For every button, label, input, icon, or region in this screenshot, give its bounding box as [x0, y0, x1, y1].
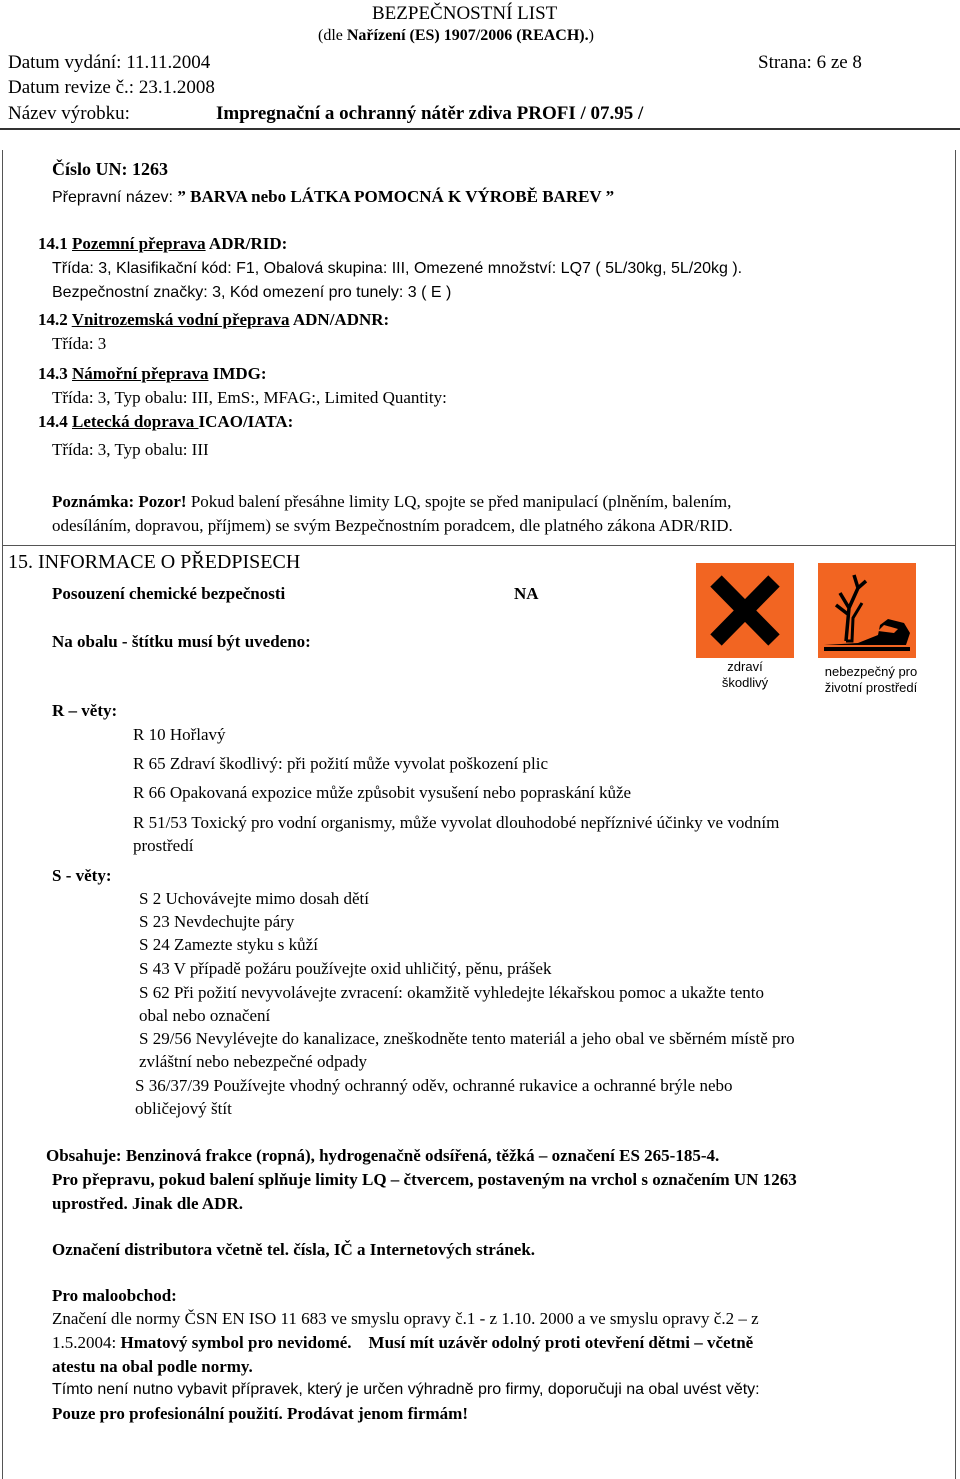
r-phrase-continuation: prostředí [133, 836, 194, 855]
r-phrase: R 51/53 Toxický pro vodní organismy, může vyvolat dlouhodobé nepříznivé účinky ve vodním [133, 813, 780, 832]
label-note: Na obalu - štítku musí být uvedeno: [52, 632, 311, 651]
s-phrase-continuation: zvláštní nebo nebezpečné odpady [139, 1052, 367, 1071]
retail-line4: Tímto není nutno vybavit přípravek, který je určen výhradně pro firmy, doporučuji na obal uvést věty: [52, 1381, 760, 1398]
assessment-label: Posouzení chemické bezpečnosti [52, 584, 286, 603]
road-transport-heading: 14.1 Pozemní přeprava ADR/RID: [38, 234, 288, 253]
s-phrase: S 62 Při požití nevyvolávejte zvracení: okamžitě vyhledejte lékařskou pomoc a ukažte tento [139, 983, 765, 1002]
r-phrases-label: R – věty: [52, 701, 118, 720]
section15-heading: 15. INFORMACE O PŘEDPISECH [8, 551, 301, 573]
sea-transport-heading: 14.3 Námořní přeprava IMDG: [38, 364, 267, 383]
s-phrase: S 43 V případě požáru používejte oxid uhličitý, pěnu, prášek [139, 959, 552, 978]
r-phrase: R 66 Opakovaná expozice může způsobit vysušení nebo popraskání kůže [133, 783, 632, 802]
un-number: Číslo UN: 1263 [52, 159, 168, 179]
assessment-value: NA [514, 584, 539, 603]
s-phrase: S 23 Nevdechujte páry [139, 912, 295, 931]
transport-note-line2: odesíláním, dopravou, příjmem) se svým Bezpečnostním poradcem, dle platného zákona ADR/RID. [52, 516, 733, 535]
air-transport-heading: 14.4 Letecká doprava ICAO/IATA: [38, 412, 294, 431]
s-phrase-continuation: obal nebo označení [139, 1006, 271, 1025]
right-border [955, 150, 956, 1479]
product-label: Název výrobku: [8, 103, 130, 124]
r-phrase: R 10 Hořlavý [133, 725, 226, 744]
transport-note-line1: Poznámka: Pozor! Pokud balení přesáhne limity LQ, spojte se před manipulací (plněním, balením, [52, 492, 732, 511]
transport-statement-line2: uprostřed. Jinak dle ADR. [52, 1194, 243, 1213]
transport-statement-line1: Pro přepravu, pokud balení splňuje limity LQ – čtvercem, postaveným na vrchol s označením UN 1263 [52, 1170, 797, 1189]
retail-line1: Značení dle normy ČSN EN ISO 11 683 ve smyslu opravy č.1 - z 1.10. 2000 a ve smyslu opravy č.2 – z [52, 1309, 759, 1328]
sea-transport-line1: Třída: 3, Typ obalu: III, EmS:, MFAG:, Limited Quantity: [52, 388, 447, 407]
s-phrase: S 29/56 Nevylévejte do kanalizace, zneškodněte tento materiál a jeho obal ve sběrném místě pro [139, 1029, 795, 1048]
inland-transport-heading: 14.2 Vnitrozemská vodní přeprava ADN/ADNR: [38, 310, 390, 329]
revision-date: Datum revize č.: 23.1.2008 [8, 77, 215, 98]
r-phrase: R 65 Zdraví škodlivý: při požití může vyvolat poškození plic [133, 754, 549, 773]
retail-heading: Pro maloobchod: [52, 1286, 177, 1305]
page-number: Strana: 6 ze 8 [758, 52, 862, 73]
road-transport-line2: Bezpečnostní značky: 3, Kód omezení pro tunely: 3 ( E ) [52, 284, 452, 301]
document-title: BEZPEČNOSTNÍ LIST [372, 3, 558, 24]
retail-line2: 1.5.2004: Hmatový symbol pro nevidomé. Musí mít uzávěr odolný proti otevření dětmi – včetně [52, 1333, 754, 1352]
retail-line3: atestu na obal podle normy. [52, 1357, 253, 1376]
s-phrase: S 24 Zamezte styku s kůží [139, 935, 318, 954]
s-phrases-label: S - věty: [52, 866, 112, 885]
retail-line5: Pouze pro profesionální použití. Prodávat jenom firmám! [52, 1404, 469, 1423]
environment-caption: nebezpečný pro životní prostředí [824, 664, 918, 695]
environment-hazard-pictogram-icon [818, 563, 916, 658]
s-phrase: S 36/37/39 Používejte vhodný ochranný oděv, ochranné rukavice a ochranné brýle nebo [135, 1076, 733, 1095]
s-phrase: S 2 Uchovávejte mimo dosah dětí [139, 889, 369, 908]
harmful-caption: zdraví škodlivý [721, 659, 769, 690]
header-divider [0, 128, 960, 130]
harmful-pictogram-icon [696, 563, 794, 658]
document-subtitle: (dle Nařízení (ES) 1907/2006 (REACH).) [318, 27, 594, 44]
contains-statement: Obsahuje: Benzinová frakce (ropná), hydrogenačně odsířená, těžká – označení ES 265-185-4. [46, 1146, 720, 1165]
section-divider [2, 545, 956, 546]
road-transport-line1: Třída: 3, Klasifikační kód: F1, Obalová skupina: III, Omezené množství: LQ7 ( 5L/30kg, 5L/20kg ). [52, 260, 743, 277]
left-border [2, 150, 3, 1479]
distributor-statement: Označení distributora včetně tel. čísla, IČ a Internetových stránek. [52, 1240, 536, 1259]
air-transport-line1: Třída: 3, Typ obalu: III [52, 440, 209, 459]
s-phrase-continuation: obličejový štít [135, 1099, 232, 1118]
inland-transport-line1: Třída: 3 [52, 334, 107, 353]
shipping-name: Přepravní název: ” BARVA nebo LÁTKA POMOCNÁ K VÝROBĚ BAREV ” [52, 187, 615, 206]
issue-date: Datum vydání: 11.11.2004 [8, 52, 211, 73]
product-name: Impregnační a ochranný nátěr zdiva PROFI / 07.95 / [216, 103, 644, 124]
